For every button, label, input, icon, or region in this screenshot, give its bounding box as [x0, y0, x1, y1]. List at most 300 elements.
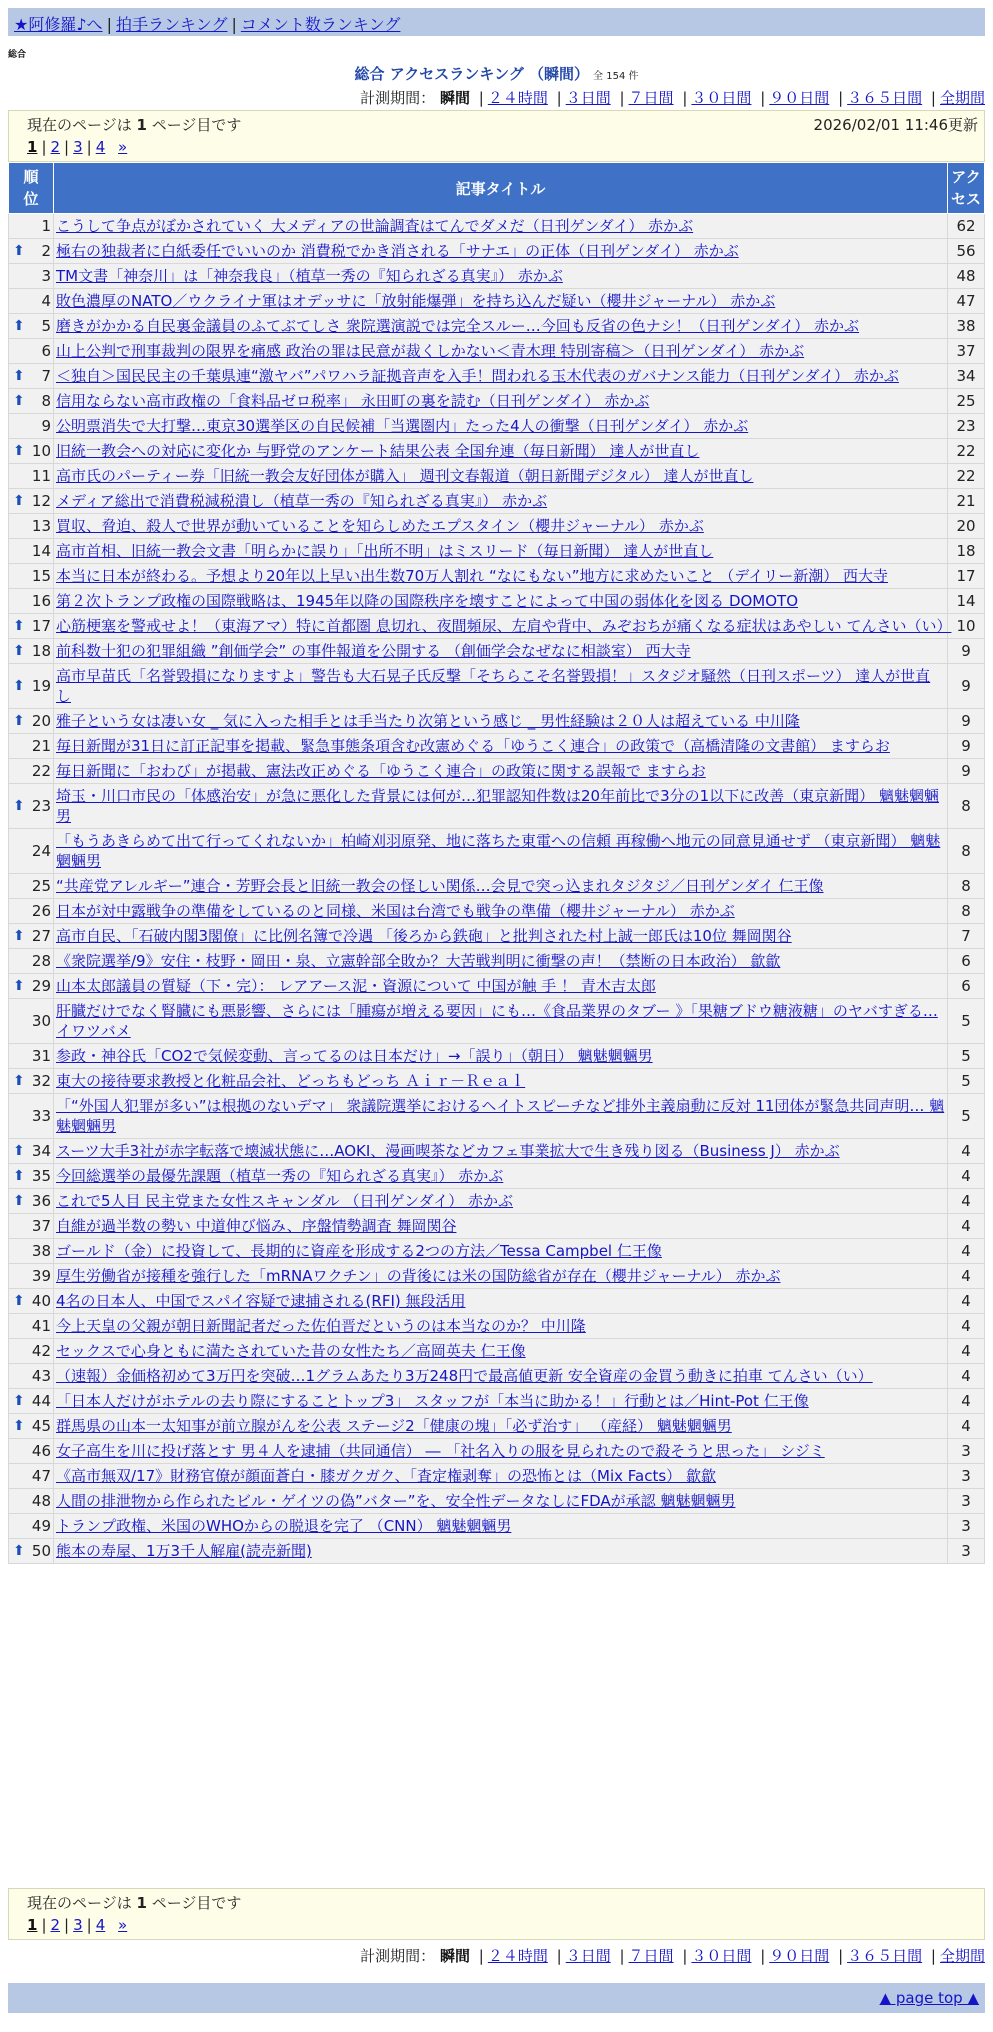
table-row	[9, 949, 985, 974]
article-link[interactable]: 山本太郎議員の質疑（下・完）： レアアース泥・資源について 中国が触 手 ！ 青木吉太郎	[56, 977, 656, 995]
title-cell	[54, 1069, 948, 1094]
rank-number: 43	[31, 1367, 51, 1385]
table-row	[9, 1314, 985, 1339]
title-cell	[54, 1239, 948, 1264]
article-link[interactable]: 買収、脅迫、殺人で世界が動いていることを知らしめたエプスタイン（櫻井ジャーナル） 赤かぶ	[56, 517, 704, 535]
rank-cell	[9, 1464, 54, 1489]
access-count: 4	[948, 1139, 985, 1164]
period-link-24h[interactable]: ２４時間	[487, 89, 548, 107]
title-cell	[54, 439, 948, 464]
access-count: 34	[948, 364, 985, 389]
rank-number: 40	[31, 1292, 51, 1310]
table-row	[9, 239, 985, 264]
rank-number: 14	[31, 542, 51, 560]
pager-top	[8, 110, 985, 162]
article-link[interactable]: 人間の排泄物から作られたビル・ゲイツの偽”バター”を、安全性データなしにFDAが承認 魑魅魍魎男	[56, 1492, 736, 1510]
article-link[interactable]: メディア総出で消費税減税潰し（植草一秀の『知られざる真実』） 赤かぶ	[56, 492, 548, 510]
title-cell	[54, 759, 948, 784]
period-link-7d[interactable]: ７日間	[628, 89, 674, 107]
period-link-90d[interactable]: ９０日間	[769, 1947, 830, 1965]
title-cell	[54, 1389, 948, 1414]
table-row	[9, 514, 985, 539]
article-link[interactable]: 敗色濃厚のNATO／ウクライナ軍はオデッサに「放射能爆弾」を持ち込んだ疑い（櫻井ジャーナル） 赤かぶ	[56, 292, 776, 310]
table-row	[9, 539, 985, 564]
page-link-4[interactable]: 4	[95, 1916, 106, 1934]
rank-up-arrow-icon: ⬆	[13, 1418, 25, 1434]
article-link[interactable]: ＜独自＞国民民主の千葉県連“激ヤバ”パワハラ証拠音声を入手！問われる玉木代表のガバナンス能力（日刊ゲンダイ） 赤かぶ	[56, 367, 899, 385]
title-cell	[54, 1489, 948, 1514]
rank-cell	[9, 1264, 54, 1289]
period-selector-top	[360, 87, 985, 108]
rank-cell	[9, 664, 54, 709]
article-link[interactable]: 肝臓だけでなく腎臓にも悪影響、さらには「腫瘍が増える要因」にも…《食品業界のタブー 》「果糖ブドウ糖液糖」のヤバすぎる… イワツバメ	[56, 1002, 938, 1040]
article-link[interactable]: 埼玉・川口市民の「体感治安」が急に悪化した背景には何が…犯罪認知件数は20年前比で3分の1以下に改善（東京新聞） 魑魅魍魎男	[56, 787, 939, 825]
rank-up-arrow-icon: ⬆	[13, 1143, 25, 1159]
rank-cell	[9, 1164, 54, 1189]
rank-up-arrow-icon: ⬆	[13, 1543, 25, 1559]
period-link-365d[interactable]: ３６５日間	[847, 1947, 923, 1965]
period-current: 瞬間	[439, 1947, 470, 1965]
table-row	[9, 1464, 985, 1489]
header-rank	[9, 163, 54, 214]
article-link[interactable]: 公明票消失で大打撃…東京30選挙区の自民候補「当選圏内」たった4人の衝撃（日刊ゲンダイ） 赤かぶ	[56, 417, 749, 435]
article-link[interactable]: 高市早苗氏「名誉毀損になりますよ」警告も大石晃子氏反撃「そちらこそ名誉毀損！」スタジオ騒然（日刊スポーツ） 達人が世直し	[56, 667, 931, 705]
ranking-title-text: 総合 アクセスランキング （瞬間）	[354, 65, 590, 83]
access-count: 8	[948, 784, 985, 829]
rank-number: 3	[41, 267, 51, 285]
rank-number: 27	[31, 927, 51, 945]
rank-number: 4	[41, 292, 51, 310]
rank-cell	[9, 1314, 54, 1339]
access-count: 9	[948, 664, 985, 709]
article-link[interactable]: 群馬県の山本一太知事が前立腺がんを公表 ステージ2「健康の塊」「必ず治す」 （産経） 魑魅魍魎男	[56, 1417, 732, 1435]
page-link-3[interactable]: 3	[73, 1916, 83, 1934]
period-link-30d[interactable]: ３０日間	[691, 1947, 752, 1965]
article-link[interactable]: 4名の日本人、中国でスパイ容疑で逮捕される(RFI) 無段活用	[56, 1292, 466, 1310]
page-link-current: 1	[27, 1916, 38, 1934]
page-link-4[interactable]: 4	[95, 138, 106, 156]
rank-cell	[9, 1214, 54, 1239]
article-link[interactable]: こうして争点がぼかされていく 大メディアの世論調査はてんでダメだ（日刊ゲンダイ） 赤かぶ	[56, 217, 694, 235]
article-link[interactable]: 東大の接待要求教授と化粧品会社、どっちもどっち Ａｉｒ－Ｒｅａｌ	[56, 1072, 526, 1090]
rank-cell	[9, 1489, 54, 1514]
article-link[interactable]: 女子高生を川に投げ落とす 男４人を逮捕（共同通信） ― 「社名入りの服を見られたので殺そうと思った」 シジミ	[56, 1442, 825, 1460]
access-count: 5	[948, 1069, 985, 1094]
table-row	[9, 999, 985, 1044]
rank-cell	[9, 314, 54, 339]
access-count: 5	[948, 1094, 985, 1139]
title-cell	[54, 314, 948, 339]
nav-link-asyura[interactable]: ★阿修羅♪へ	[14, 15, 103, 34]
title-cell	[54, 1214, 948, 1239]
period-separator: |	[930, 1947, 936, 1965]
article-link[interactable]: 毎日新聞が31日に訂正記事を掲載、緊急事態条項含む改憲めぐる「ゆうこく連合」の政策で（高橋清隆の文書館） ますらお	[56, 737, 890, 755]
rank-number: 18	[31, 642, 51, 660]
rank-number: 39	[31, 1267, 51, 1285]
table-row	[9, 639, 985, 664]
rank-number: 42	[31, 1342, 51, 1360]
title-cell	[54, 1539, 948, 1564]
access-count: 18	[948, 539, 985, 564]
rank-cell	[9, 414, 54, 439]
table-row	[9, 924, 985, 949]
article-link[interactable]: 第２次トランプ政権の国際戦略は、1945年以降の国際秩序を壊すことによって中国の弱体化を図る DOMOTO	[56, 592, 799, 610]
title-cell	[54, 1314, 948, 1339]
access-count: 9	[948, 759, 985, 784]
table-row	[9, 734, 985, 759]
table-row	[9, 464, 985, 489]
article-link[interactable]: 雅子という女は凄い女 _ 気に入った相手とは手当たり次第という感じ _ 男性経験は２０人は超えている 中川隆	[56, 712, 800, 730]
page-top-link[interactable]: ▲ page top ▲	[879, 1989, 979, 2007]
title-cell	[54, 1464, 948, 1489]
period-separator: |	[930, 89, 936, 107]
rank-number: 11	[31, 467, 51, 485]
page-separator: |	[86, 138, 92, 156]
access-count: 6	[948, 974, 985, 999]
period-separator: |	[478, 89, 484, 107]
table-row	[9, 874, 985, 899]
table-row	[9, 1094, 985, 1139]
article-link[interactable]: 前科数十犯の犯罪組織 ”創価学会” の事件報道を公開する （創価学会なぜなに相談室） 西大寺	[56, 642, 691, 660]
article-link[interactable]: 高市自民、「石破内閣3閣僚」に比例名簿で冷遇 「後ろから鉄砲」と批判された村上誠一郎氏は10位 舞岡関谷	[56, 927, 792, 945]
period-separator: |	[838, 89, 844, 107]
title-cell	[54, 289, 948, 314]
period-link-24h[interactable]: ２４時間	[487, 1947, 548, 1965]
rank-number: 36	[31, 1192, 51, 1210]
title-cell	[54, 1264, 948, 1289]
access-count: 4	[948, 1289, 985, 1314]
access-count: 5	[948, 1044, 985, 1069]
table-row	[9, 1439, 985, 1464]
access-count: 5	[948, 999, 985, 1044]
title-cell	[54, 264, 948, 289]
rank-number: 26	[31, 902, 51, 920]
ranking-table	[8, 162, 985, 1564]
table-row	[9, 1289, 985, 1314]
article-link[interactable]: スーツ大手3社が赤字転落で壊滅状態に…AOKI、漫画喫茶などカフェ事業拡大で生き残り図る（Business J） 赤かぶ	[56, 1142, 840, 1160]
rank-number: 33	[31, 1107, 51, 1125]
rank-cell	[9, 464, 54, 489]
table-row	[9, 564, 985, 589]
article-link[interactable]: 高市首相、旧統一教会文書「明らかに誤り」「出所不明」はミスリード（毎日新聞） 達人が世直し	[56, 542, 714, 560]
access-count: 3	[948, 1439, 985, 1464]
rank-up-arrow-icon: ⬆	[13, 713, 25, 729]
table-row	[9, 364, 985, 389]
rank-up-arrow-icon: ⬆	[13, 1393, 25, 1409]
current-page-prefix: 現在のページは	[27, 1894, 132, 1912]
rank-up-arrow-icon: ⬆	[13, 1073, 25, 1089]
table-row	[9, 589, 985, 614]
article-link[interactable]: 参政・神谷氏「CO2で気候変動、言ってるのは日本だけ」→「誤り」（朝日） 魑魅魍魎男	[56, 1047, 653, 1065]
access-count: 4	[948, 1164, 985, 1189]
title-cell	[54, 1189, 948, 1214]
title-cell	[54, 1364, 948, 1389]
access-count: 9	[948, 709, 985, 734]
table-row	[9, 1069, 985, 1094]
page-link-next[interactable]: »	[118, 1916, 128, 1934]
access-count: 4	[948, 1264, 985, 1289]
rank-number: 5	[41, 317, 51, 335]
page-links	[27, 1916, 127, 1934]
current-page-text	[27, 114, 241, 135]
page-link-next[interactable]: »	[118, 138, 128, 156]
table-row	[9, 1389, 985, 1414]
access-count: 8	[948, 874, 985, 899]
rank-number: 13	[31, 517, 51, 535]
category-label: 総合	[8, 50, 27, 60]
title-cell	[54, 1164, 948, 1189]
rank-number: 15	[31, 567, 51, 585]
rank-cell	[9, 589, 54, 614]
rank-cell	[9, 1539, 54, 1564]
table-row	[9, 214, 985, 239]
article-link[interactable]: “共産党アレルギー”連合・芳野会長と旧統一教会の怪しい関係…会見で突っ込まれタジタジ／日刊ゲンダイ 仁王像	[56, 877, 824, 895]
rank-cell	[9, 1069, 54, 1094]
rank-cell	[9, 489, 54, 514]
access-count: 4	[948, 1189, 985, 1214]
period-current: 瞬間	[439, 89, 470, 107]
rank-cell	[9, 439, 54, 464]
article-link[interactable]: 磨きがかかる自民裏金議員のふてぶてしさ 衆院選演説では完全スルー…今回も反省の色ナシ！（日刊ゲンダイ） 赤かぶ	[56, 317, 860, 335]
access-count: 20	[948, 514, 985, 539]
rank-number: 30	[31, 1012, 51, 1030]
rank-cell	[9, 899, 54, 924]
rank-up-arrow-icon: ⬆	[13, 1193, 25, 1209]
top-nav-bar	[8, 8, 985, 36]
article-link[interactable]: 高市氏のパーティー券「旧統一教会友好団体が購入」 週刊文春報道（朝日新聞デジタル） 達人が世直し	[56, 467, 754, 485]
rank-cell	[9, 1094, 54, 1139]
period-link-3d[interactable]: ３日間	[565, 1947, 611, 1965]
article-link[interactable]: 「日本人だけがホテルの去り際にすることトップ3」 スタッフが「本当に助かる！」行動とは／Hint-Pot 仁王像	[56, 1392, 809, 1410]
nav-link-comment-ranking[interactable]: コメント数ランキング	[240, 15, 401, 34]
title-cell	[54, 539, 948, 564]
table-row	[9, 389, 985, 414]
title-cell	[54, 414, 948, 439]
table-row	[9, 1214, 985, 1239]
period-label: 計測期間：	[360, 89, 436, 107]
period-link-30d[interactable]: ３０日間	[691, 89, 752, 107]
table-row	[9, 1414, 985, 1439]
period-separator: |	[556, 1947, 562, 1965]
table-row	[9, 1164, 985, 1189]
header-count-label: アクセス	[950, 168, 981, 208]
rank-cell	[9, 734, 54, 759]
page-separator: |	[86, 1916, 92, 1934]
current-page-text	[27, 1892, 241, 1913]
article-link[interactable]: 《高市無双/17》財務官僚が顔面蒼白・膝ガクガク、「査定権剥奪」の恐怖とは（Mix Facts） 歙歙	[56, 1467, 716, 1485]
table-row	[9, 1189, 985, 1214]
rank-number: 28	[31, 952, 51, 970]
period-link-7d[interactable]: ７日間	[628, 1947, 674, 1965]
access-count: 56	[948, 239, 985, 264]
rank-cell	[9, 539, 54, 564]
access-count: 62	[948, 214, 985, 239]
page-link-2[interactable]: 2	[50, 138, 61, 156]
access-count: 4	[948, 1214, 985, 1239]
article-link[interactable]: トランプ政権、米国のWHOからの脱退を完了 （CNN） 魑魅魍魎男	[56, 1517, 512, 1535]
table-row	[9, 974, 985, 999]
rank-up-arrow-icon: ⬆	[13, 1293, 25, 1309]
rank-number: 29	[31, 977, 51, 995]
rank-cell	[9, 924, 54, 949]
table-row	[9, 664, 985, 709]
article-link[interactable]: ゴールド（金）に投資して、長期的に資産を形成する2つの方法／Tessa Campbel 仁王像	[56, 1242, 662, 1260]
rank-number: 7	[41, 367, 51, 385]
table-row	[9, 759, 985, 784]
title-cell	[54, 214, 948, 239]
rank-cell	[9, 1239, 54, 1264]
period-separator: |	[682, 1947, 688, 1965]
title-cell	[54, 734, 948, 759]
access-count: 4	[948, 1364, 985, 1389]
rank-number: 50	[31, 1542, 51, 1560]
rank-number: 17	[31, 617, 51, 635]
rank-number: 12	[31, 492, 51, 510]
article-link[interactable]: TM文書「神奈川」は「神奈我良」（植草一秀の『知られざる真実』） 赤かぶ	[56, 267, 563, 285]
period-separator: |	[682, 89, 688, 107]
period-link-3d[interactable]: ３日間	[565, 89, 611, 107]
article-link[interactable]: 《衆院選挙/9》安住・枝野・岡田・泉、立憲幹部全敗か？大苦戦判明に衝撃の声！（禁断の日本政治） 歙歙	[56, 952, 781, 970]
rank-cell	[9, 874, 54, 899]
article-link[interactable]: 「もうあきらめて出て行ってくれないか」柏崎刈羽原発、地に落ちた東電への信頼 再稼働へ地元の同意見通せず （東京新聞） 魑魅魍魎男	[56, 832, 941, 870]
header-rank-label: 順位	[23, 168, 39, 208]
access-count: 21	[948, 489, 985, 514]
title-cell	[54, 949, 948, 974]
period-link-all[interactable]: 全期間	[939, 1947, 985, 1965]
table-row	[9, 1489, 985, 1514]
article-link[interactable]: 日本が対中露戦争の準備をしているのと同様、米国は台湾でも戦争の準備（櫻井ジャーナル） 赤かぶ	[56, 902, 735, 920]
table-row	[9, 1539, 985, 1564]
page-link-3[interactable]: 3	[73, 138, 83, 156]
nav-link-applause-ranking[interactable]: 拍手ランキング	[115, 15, 228, 34]
table-row	[9, 314, 985, 339]
rank-number: 38	[31, 1242, 51, 1260]
rank-up-arrow-icon: ⬆	[13, 393, 25, 409]
rank-number: 35	[31, 1167, 51, 1185]
access-count: 38	[948, 314, 985, 339]
current-page-suffix: ページ目です	[151, 116, 242, 134]
table-row	[9, 439, 985, 464]
page-separator: |	[64, 138, 70, 156]
rank-cell	[9, 999, 54, 1044]
page-link-2[interactable]: 2	[50, 1916, 61, 1934]
rank-cell	[9, 949, 54, 974]
page-separator: |	[41, 138, 47, 156]
table-row	[9, 829, 985, 874]
rank-number: 47	[31, 1467, 51, 1485]
access-count: 23	[948, 414, 985, 439]
article-link[interactable]: 毎日新聞に「おわび」が掲載、憲法改正めぐる「ゆうこく連合」の政策に関する誤報で ますらお	[56, 762, 706, 780]
page-link-current: 1	[27, 138, 38, 156]
access-count: 4	[948, 1339, 985, 1364]
current-page-suffix: ページ目です	[151, 1894, 242, 1912]
rank-cell	[9, 514, 54, 539]
article-link[interactable]: 熊本の寿屋、1万3千人解雇(読売新聞)	[56, 1542, 312, 1560]
rank-number: 2	[41, 242, 51, 260]
table-row	[9, 1264, 985, 1289]
article-link[interactable]: 自維が過半数の勢い 中道伸び悩み、序盤情勢調査 舞岡関谷	[56, 1217, 457, 1235]
table-row	[9, 289, 985, 314]
rank-number: 23	[31, 797, 51, 815]
total-count: 全 154 件	[593, 71, 639, 82]
article-link[interactable]: 本当に日本が終わる。予想より20年以上早い出生数70万人割れ “なにもない”地方に求めたいこと （デイリー新潮） 西大寺	[56, 567, 888, 585]
table-row	[9, 339, 985, 364]
period-link-365d[interactable]: ３６５日間	[847, 89, 923, 107]
article-link[interactable]: 信用ならない高市政権の「食料品ゼロ税率」 永田町の裏を読む（日刊ゲンダイ） 赤かぶ	[56, 392, 650, 410]
rank-cell	[9, 614, 54, 639]
article-link[interactable]: 「“外国人犯罪が多い”は根拠のないデマ」 衆議院選挙におけるヘイトスピーチなど排外主義扇動に反対 11団体が緊急共同声明… 魑魅魍魎男	[56, 1097, 945, 1135]
rank-number: 48	[31, 1492, 51, 1510]
rank-number: 31	[31, 1047, 51, 1065]
rank-number: 46	[31, 1442, 51, 1460]
title-cell	[54, 664, 948, 709]
rank-number: 19	[31, 677, 51, 695]
rank-number: 25	[31, 877, 51, 895]
header-title: 記事タイトル	[54, 163, 948, 214]
access-count: 8	[948, 829, 985, 874]
article-link[interactable]: 心筋梗塞を警戒せよ！（東海アマ）特に首都圏 息切れ、夜間頻尿、左肩や背中、みぞおちが痛くなる症状はあやしい てんさい（い）	[56, 617, 952, 635]
access-count: 48	[948, 264, 985, 289]
article-link[interactable]: （速報）金価格初めて3万円を突破…1グラムあたり3万248円で最高値更新 安全資産の金買う動きに拍車 てんさい（い）	[56, 1367, 873, 1385]
access-count: 22	[948, 464, 985, 489]
title-cell	[54, 614, 952, 639]
rank-cell	[9, 1514, 54, 1539]
period-link-all[interactable]: 全期間	[939, 89, 985, 107]
rank-number: 24	[31, 842, 51, 860]
rank-number: 21	[31, 737, 51, 755]
article-link[interactable]: 今上天皇の父親が朝日新聞記者だった佐伯晋だというのは本当なのか？ 中川隆	[56, 1317, 586, 1335]
access-count: 3	[948, 1539, 985, 1564]
rank-up-arrow-icon: ⬆	[13, 643, 25, 659]
current-page-prefix: 現在のページは	[27, 116, 132, 134]
period-separator: |	[760, 1947, 766, 1965]
rank-up-arrow-icon: ⬆	[13, 978, 25, 994]
access-count: 9	[948, 639, 985, 664]
rank-number: 37	[31, 1217, 51, 1235]
article-link[interactable]: セックスで心身ともに満たされていた昔の女性たち／高岡英夫 仁王像	[56, 1342, 526, 1360]
nav-separator: |	[106, 15, 112, 34]
rank-cell	[9, 709, 54, 734]
article-link[interactable]: 極右の独裁者に白紙委任でいいのか 消費税でかき消される「サナエ」の正体（日刊ゲンダイ） 赤かぶ	[56, 242, 739, 260]
article-link[interactable]: 厚生労働省が接種を強行した「mRNAワクチン」の背後には米の国防総省が存在（櫻井ジャーナル） 赤かぶ	[56, 1267, 781, 1285]
access-count: 7	[948, 924, 985, 949]
access-count: 6	[948, 949, 985, 974]
rank-cell	[9, 364, 54, 389]
rank-cell	[9, 1139, 54, 1164]
rank-number: 10	[31, 442, 51, 460]
access-count: 9	[948, 734, 985, 759]
rank-up-arrow-icon: ⬆	[13, 493, 25, 509]
article-link[interactable]: これで5人目 民主党また女性スキャンダル （日刊ゲンダイ） 赤かぶ	[56, 1192, 514, 1210]
title-cell	[54, 389, 948, 414]
period-separator: |	[619, 1947, 625, 1965]
title-cell	[54, 589, 948, 614]
table-header-row	[9, 163, 985, 214]
page-links	[27, 138, 127, 156]
table-row	[9, 1339, 985, 1364]
title-cell	[54, 464, 948, 489]
article-link[interactable]: 旧統一教会への対応に変化か 与野党のアンケート結果公表 全国弁連（毎日新聞） 達人が世直し	[56, 442, 700, 460]
title-cell	[54, 899, 948, 924]
title-cell	[54, 1514, 948, 1539]
period-link-90d[interactable]: ９０日間	[769, 89, 830, 107]
table-row	[9, 1139, 985, 1164]
rank-cell	[9, 1389, 54, 1414]
article-link[interactable]: 今回総選挙の最優先課題（植草一秀の『知られざる真実』） 赤かぶ	[56, 1167, 504, 1185]
rank-cell	[9, 389, 54, 414]
table-row	[9, 414, 985, 439]
article-link[interactable]: 山上公判で刑事裁判の限界を痛感 政治の罪は民意が裁くしかない＜青木理 特別寄稿＞（日刊ゲンダイ） 赤かぶ	[56, 342, 805, 360]
